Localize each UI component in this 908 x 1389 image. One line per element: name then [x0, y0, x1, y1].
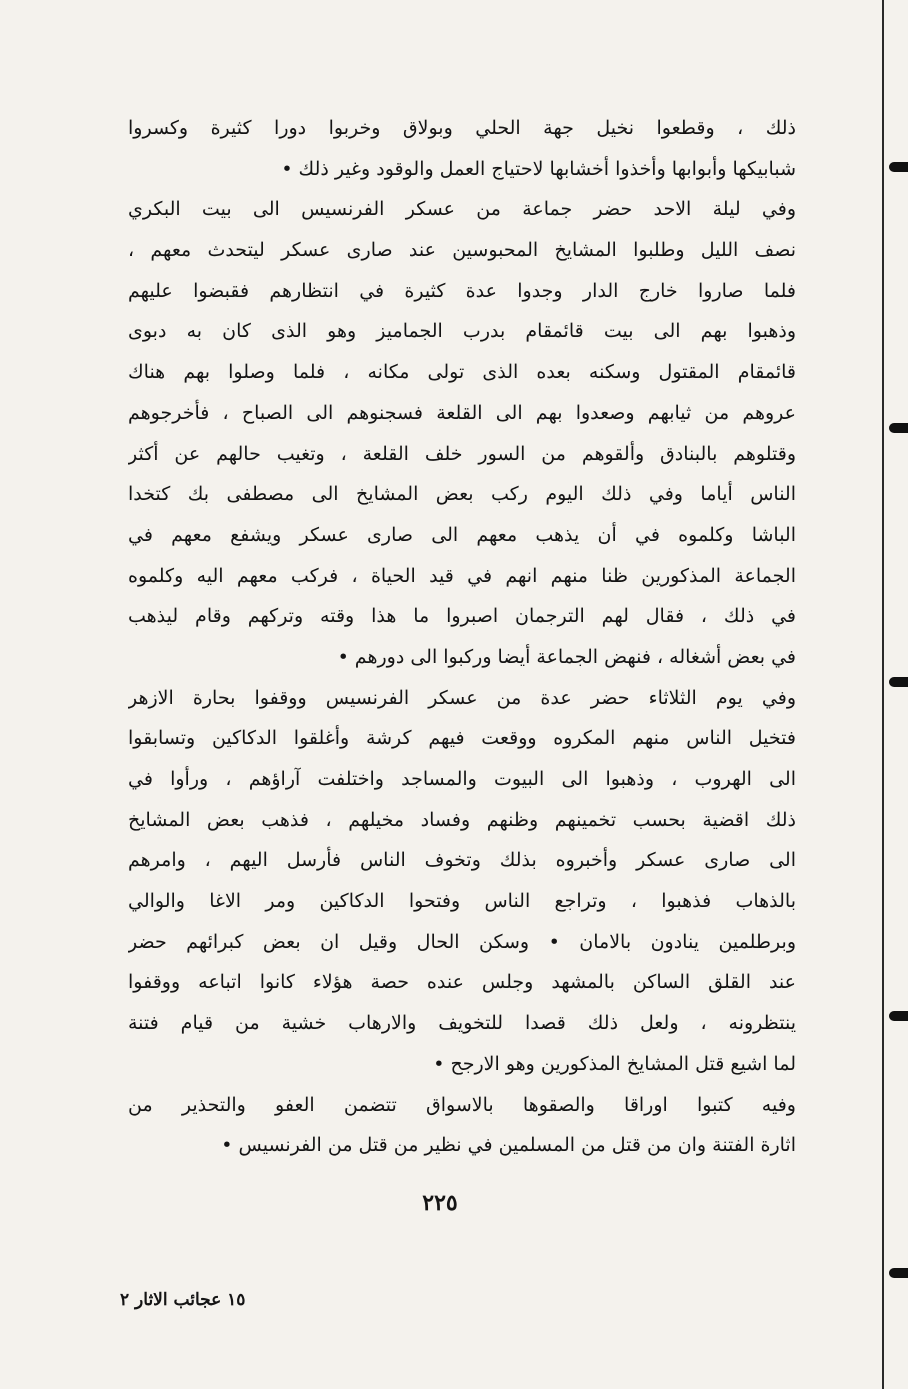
text-line: قائمقام المقتول وسكنه بعده الذى تولى مكانه ، فلما وصلوا بهم هناك	[128, 361, 796, 384]
text-line: بالذهاب فذهبوا ، وتراجع الناس وفتحوا الدكاكين ومر الاغا والوالي	[128, 890, 796, 913]
binding-mark	[889, 1268, 908, 1278]
text-line: فتخيل الناس منهم المكروه ووقعت فيهم كرشة وأغلقوا الدكاكين وتسابقوا	[128, 727, 796, 750]
binding-mark	[889, 1011, 908, 1021]
text-line: في بعض أشغاله ، فنهض الجماعة أيضا وركبوا الى دورهم •	[337, 645, 796, 668]
text-line: الى صارى عسكر وأخبروه بذلك وتخوف الناس فأرسل اليهم ، وامرهم	[128, 849, 796, 872]
text-line: وبرطلمين ينادون بالامان • وسكن الحال وقيل ان بعض كبرائهم حضر	[128, 930, 796, 953]
body-text	[128, 108, 796, 1166]
text-line: عروهم من ثيابهم وصعدوا بهم الى القلعة فسجنوهم الى الصباح ، فأخرجوهم	[128, 401, 796, 424]
text-line: ينتظرونه ، ولعل ذلك قصدا للتخويف والارهاب خشية من قيام فتنة	[128, 1012, 796, 1035]
binding-line	[882, 0, 884, 1389]
text-line: ذلك ، وقطعوا نخيل جهة الحلي وبولاق وخربوا دورا كثيرة وكسروا	[128, 117, 796, 139]
text-line: الناس أياما وفي ذلك اليوم ركب بعض المشايخ الى مصطفى بك كتخدا	[128, 483, 796, 506]
text-line: الباشا وكلموه في أن يذهب معهم الى صارى عسكر ويشفع معهم في	[128, 523, 796, 546]
text-line: الى الهروب ، وذهبوا الى البيوت والمساجد واختلفت آراؤهم ، ورأوا في	[128, 768, 796, 790]
text-line: فلما صاروا خارج الدار وجدوا عدة كثيرة في انتظارهم فقبضوا عليهم	[128, 279, 796, 302]
text-line: اثارة الفتنة وان من قتل من المسلمين في نظير من قتل من الفرنسيس •	[221, 1134, 796, 1157]
binding-mark	[889, 423, 908, 433]
text-line: وقتلوهم بالبنادق وألقوهم من السور خلف القلعة ، وتغيب حالهم عن أكثر	[128, 442, 796, 465]
text-line: في ذلك ، فقال لهم الترجمان اصبروا ما هذا وقته وتركهم وقام ليذهب	[128, 605, 796, 628]
text-line: وذهبوا بهم الى بيت قائمقام بدرب الجماميز وهو الذى كان به دبوى	[128, 320, 796, 343]
text-line: نصف الليل وطلبوا المشايخ المحبوسين عند صارى عسكر ليتحدث معهم ،	[128, 239, 796, 262]
footer-signature: ١٥ عجائب الاثار ٢	[120, 1290, 246, 1310]
text-line: وفي ليلة الاحد حضر جماعة من عسكر الفرنسيس الى بيت البكري	[128, 198, 796, 221]
page-number: ٢٢٥	[422, 1190, 458, 1216]
text-line: شبابيكها وأبوابها وأخذوا أخشابها لاحتياج العمل والوقود وغير ذلك •	[281, 157, 796, 180]
text-line: الجماعة المذكورين ظنا منهم انهم في قيد الحياة ، فركب معهم اليه وكلموه	[128, 564, 796, 587]
binding-mark	[889, 162, 908, 172]
text-line: لما اشيع قتل المشايخ المذكورين وهو الارجح •	[433, 1052, 796, 1075]
text-line: وفيه كتبوا اوراقا والصقوها بالاسواق تتضمن العفو والتحذير من	[128, 1093, 796, 1116]
text-line: عند القلق الساكن بالمشهد وجلس عنده حصة هؤلاء كانوا اتباعه ووقفوا	[128, 971, 796, 994]
text-line: وفي يوم الثلاثاء حضر عدة من عسكر الفرنسيس ووقفوا بحارة الازهر	[128, 686, 796, 709]
binding-mark	[889, 677, 908, 687]
text-line: ذلك اقضية بحسب تخمينهم وظنهم وفساد مخيلهم ، فذهب بعض المشايخ	[128, 808, 796, 831]
